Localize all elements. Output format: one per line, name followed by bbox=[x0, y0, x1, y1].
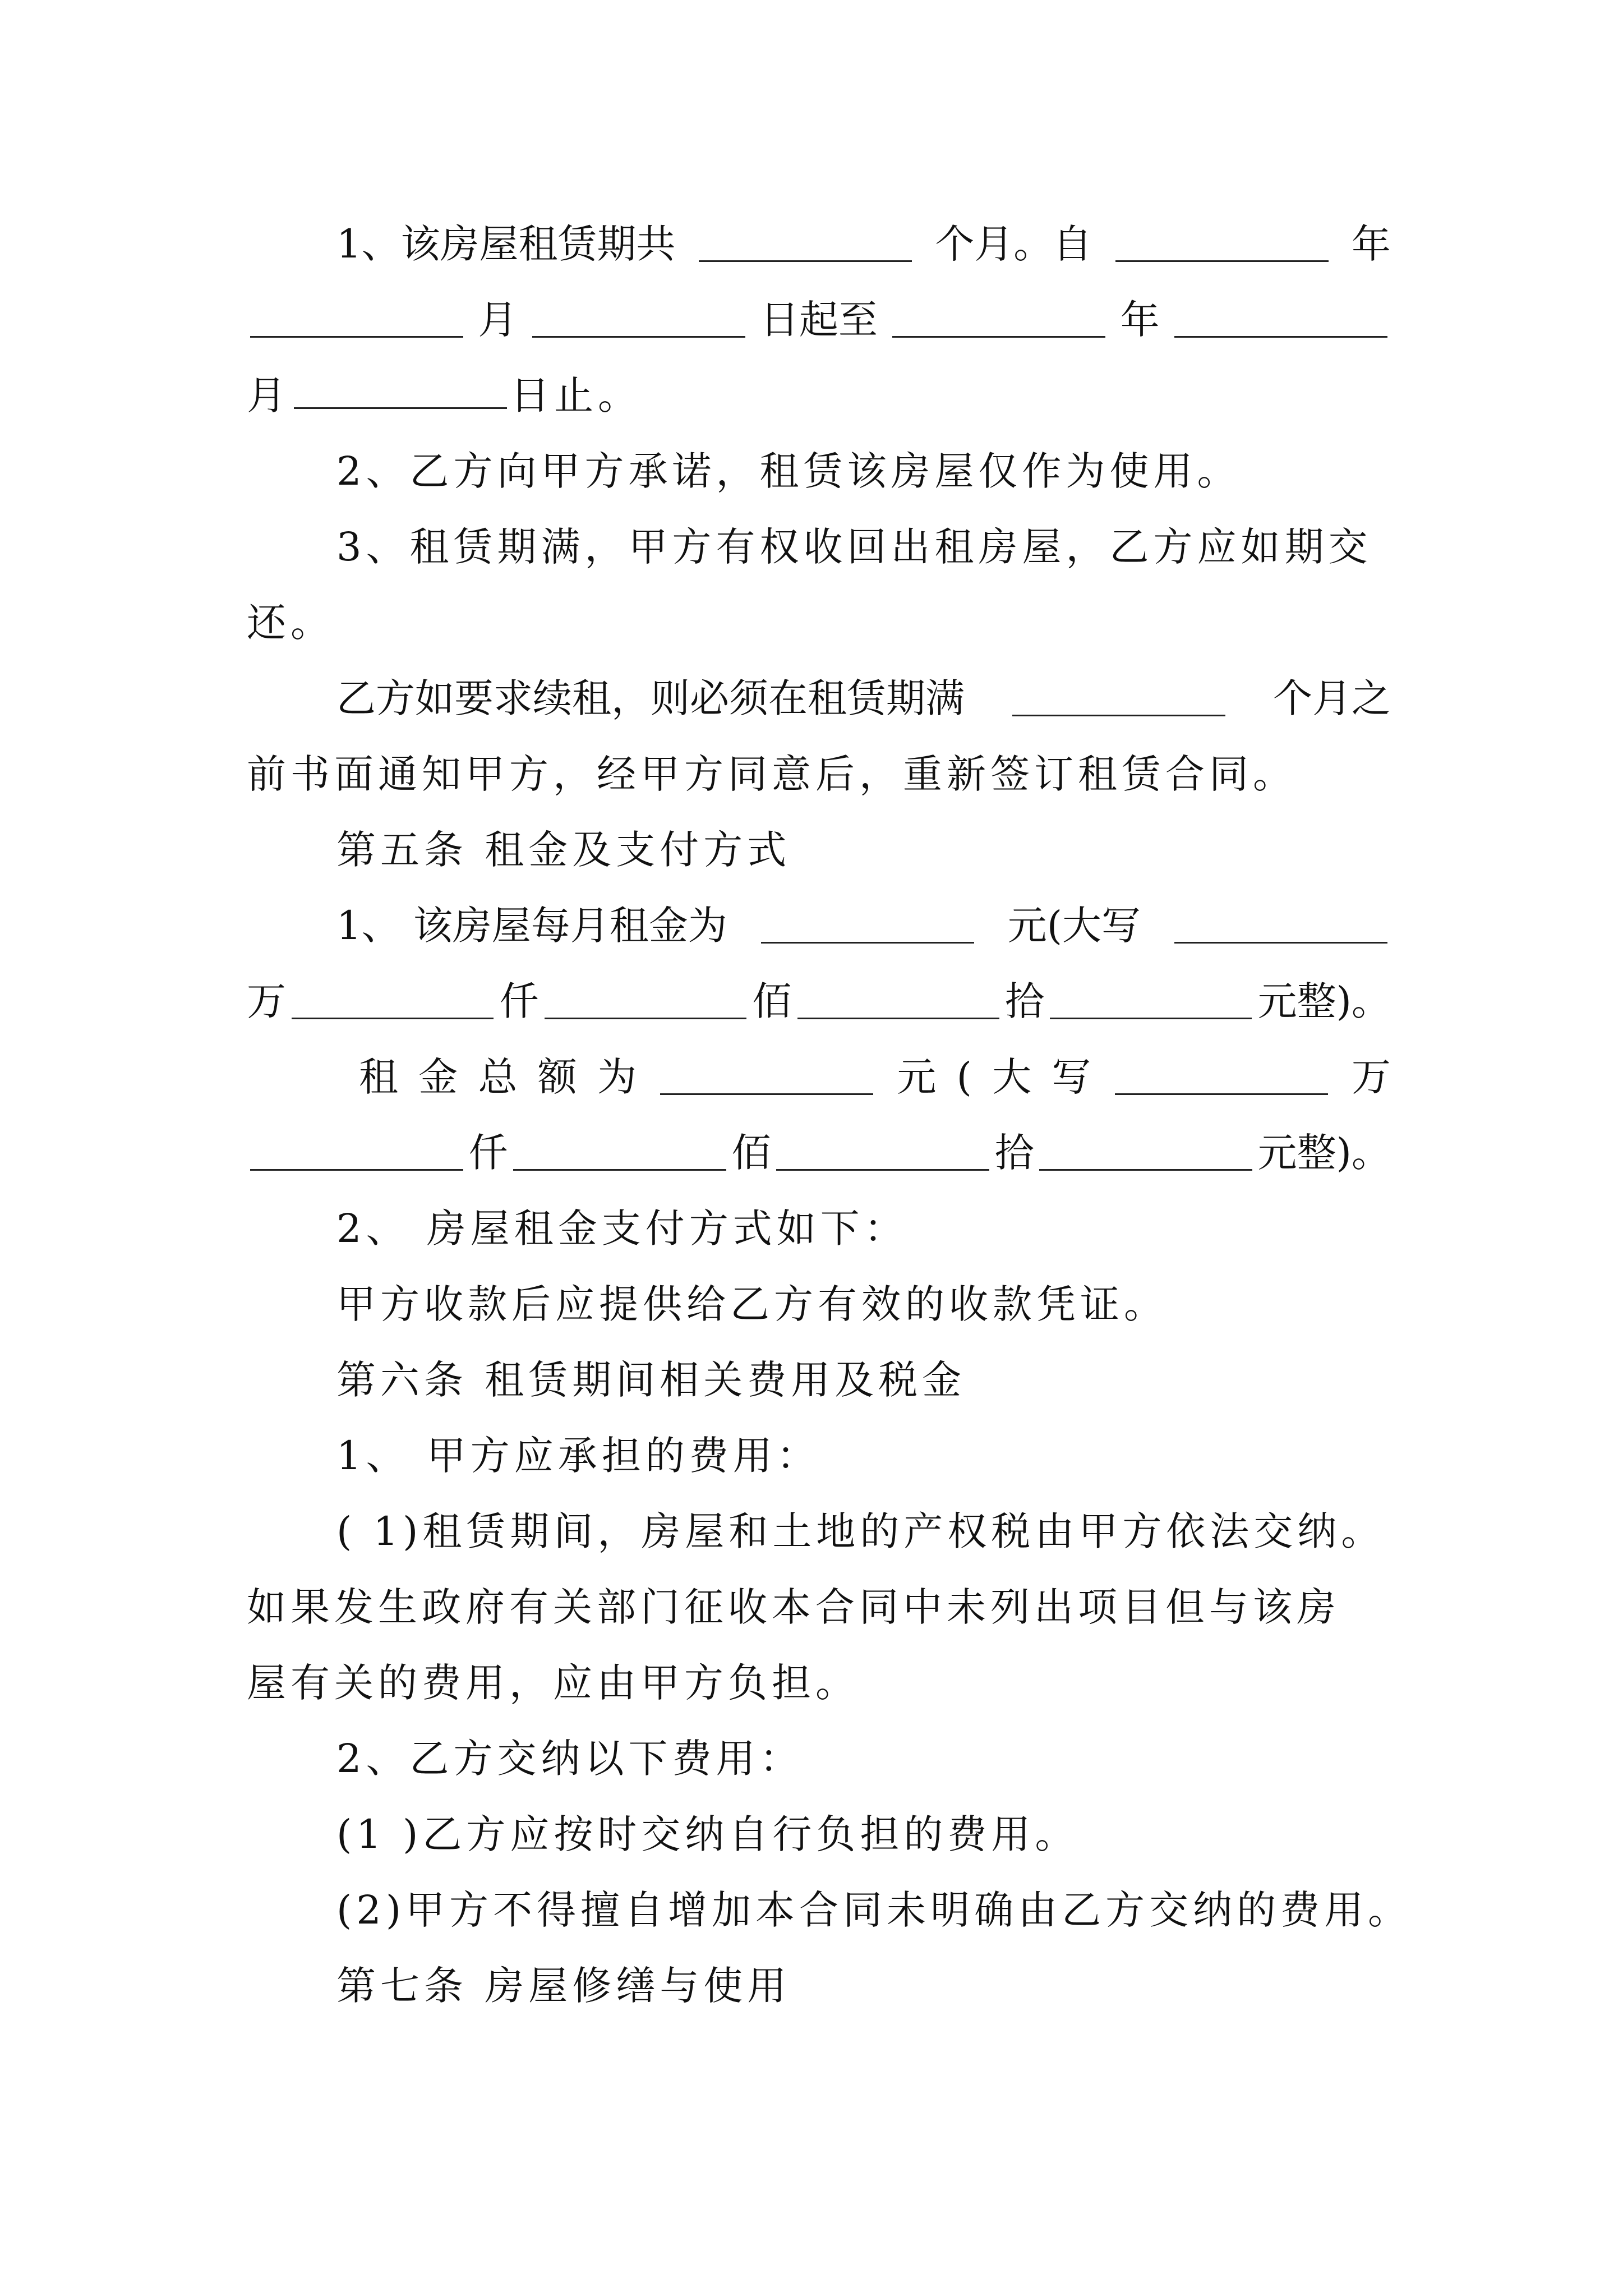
text-segment: 元 bbox=[897, 1054, 937, 1100]
total-rent-line bbox=[359, 1049, 1391, 1105]
paragraph-line: 1、 甲方应承担的费用： bbox=[336, 1433, 820, 1479]
text-segment: 元整)。 bbox=[1257, 1130, 1391, 1176]
monthly-rent-line bbox=[336, 898, 1391, 954]
blank-field bbox=[294, 374, 507, 409]
blank-field bbox=[545, 984, 746, 1019]
lease-term-line-3 bbox=[247, 367, 1391, 424]
text-segment: 额 bbox=[537, 1054, 577, 1100]
paragraph-line: 还。 bbox=[247, 600, 334, 646]
blank-field bbox=[1012, 681, 1225, 716]
text-segment: 1、该房屋租赁期共 bbox=[336, 221, 676, 267]
text-segment: 租 bbox=[359, 1054, 398, 1100]
text-segment: 佰 bbox=[731, 1130, 771, 1176]
text-segment: 乙方如要求续租，则必须在租赁期满 bbox=[336, 675, 965, 721]
text-segment: 个月。自 bbox=[935, 221, 1092, 267]
blank-field bbox=[250, 302, 463, 338]
text-segment: 大 bbox=[992, 1054, 1032, 1100]
blank-field bbox=[776, 1135, 989, 1171]
paragraph-line: 2、乙方向甲方承诺，租赁该房屋仅作为使用。 bbox=[336, 448, 1241, 494]
blank-field bbox=[1174, 908, 1387, 944]
paragraph-line: 如果发生政府有关部门征收本合同中未列出项目但与该房 bbox=[247, 1584, 1340, 1630]
monthly-rent-amount-line bbox=[247, 973, 1391, 1029]
paragraph-line: 2、乙方交纳以下费用： bbox=[336, 1736, 804, 1782]
text-segment: 万 bbox=[247, 978, 286, 1024]
text-segment: 仟 bbox=[468, 1130, 508, 1176]
blank-field bbox=[797, 984, 999, 1019]
text-segment: 写 bbox=[1052, 1054, 1091, 1100]
text-segment: 万 bbox=[1351, 1054, 1391, 1100]
text-segment: 月 bbox=[247, 372, 291, 418]
text-segment: 总 bbox=[478, 1054, 518, 1100]
blank-field bbox=[1050, 984, 1252, 1019]
text-segment: ( bbox=[956, 1054, 972, 1100]
text-segment: 月 bbox=[478, 297, 518, 343]
paragraph-line: (1 )乙方应按时交纳自行负担的费用。 bbox=[336, 1811, 1079, 1857]
lease-term-line-1 bbox=[336, 216, 1391, 272]
blank-field bbox=[660, 1060, 873, 1095]
text-segment: 金 bbox=[418, 1054, 458, 1100]
text-segment: 年 bbox=[1120, 297, 1160, 343]
section-heading: 第五条 租金及支付方式 bbox=[336, 827, 791, 873]
text-segment: 佰 bbox=[752, 978, 792, 1024]
text-segment: 个月之 bbox=[1273, 675, 1391, 721]
text-segment: 为 bbox=[597, 1054, 637, 1100]
total-rent-amount-line bbox=[247, 1125, 1391, 1181]
blank-field bbox=[532, 302, 745, 338]
paragraph-line: 甲方收款后应提供给乙方有效的收款凭证。 bbox=[336, 1281, 1168, 1327]
renewal-line bbox=[336, 670, 1391, 726]
paragraph-line: ( 1)租赁期间，房屋和土地的产权税由甲方依法交纳。 bbox=[336, 1508, 1385, 1554]
text-segment: 1、 该房屋每月租金为 bbox=[336, 903, 727, 949]
paragraph-line: (2)甲方不得擅自增加本合同未明确由乙方交纳的费用。 bbox=[336, 1887, 1412, 1933]
blank-field bbox=[761, 908, 974, 944]
text-segment: 拾 bbox=[994, 1130, 1034, 1176]
blank-field bbox=[892, 302, 1105, 338]
paragraph-line: 前书面通知甲方，经甲方同意后，重新签订租赁合同。 bbox=[247, 751, 1297, 797]
paragraph-line: 屋有关的费用，应由甲方负担。 bbox=[247, 1660, 859, 1706]
text-segment: 元(大写 bbox=[1007, 903, 1141, 949]
text-segment: 元整)。 bbox=[1257, 978, 1391, 1024]
text-segment: 年 bbox=[1351, 221, 1391, 267]
text-segment: 日止。 bbox=[510, 372, 642, 418]
blank-field bbox=[513, 1135, 726, 1171]
text-segment: 日起至 bbox=[759, 297, 878, 343]
section-heading: 第七条 房屋修缮与使用 bbox=[336, 1963, 791, 2009]
lease-term-line-2 bbox=[247, 292, 1391, 348]
blank-field bbox=[250, 1135, 463, 1171]
paragraph-line: 2、 房屋租金支付方式如下： bbox=[336, 1205, 908, 1251]
blank-field bbox=[292, 984, 494, 1019]
text-segment: 仟 bbox=[499, 978, 539, 1024]
blank-field bbox=[699, 227, 912, 262]
section-heading: 第六条 租赁期间相关费用及税金 bbox=[336, 1357, 966, 1403]
blank-field bbox=[1039, 1135, 1252, 1171]
blank-field bbox=[1174, 302, 1387, 338]
blank-field bbox=[1115, 1060, 1328, 1095]
text-segment: 拾 bbox=[1004, 978, 1044, 1024]
paragraph-line: 3、租赁期满，甲方有权收回出租房屋，乙方应如期交 bbox=[336, 524, 1372, 570]
blank-field bbox=[1115, 227, 1329, 262]
